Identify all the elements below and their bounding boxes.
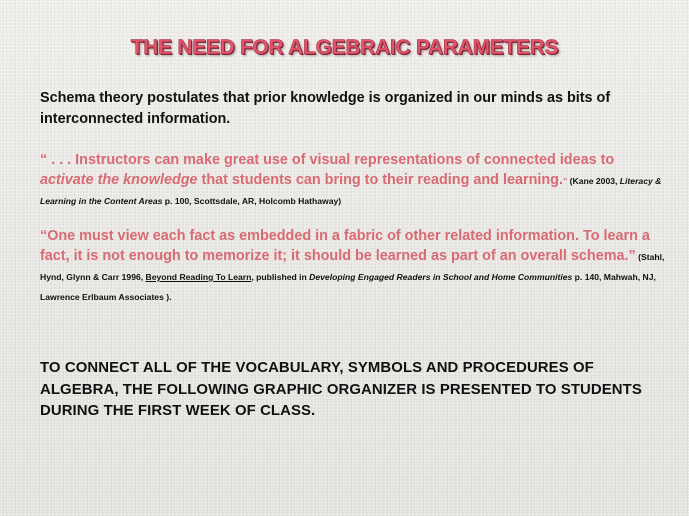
conclusion-paragraph: TO CONNECT ALL OF THE VOCABULARY, SYMBOLS AND PROCEDURES OF ALGEBRA, THE FOLLOWING GRAPHIC ORGANIZER IS PRESENTED TO STUDENTS DURING THE FIRST WEEK OF CLASS. bbox=[40, 360, 642, 419]
slide-title: THE NEED FOR ALGEBRAIC PARAMETERS bbox=[130, 36, 559, 59]
citation-kane-after: p. 100, Scottsdale, AR, Holcomb Hathaway) bbox=[162, 196, 342, 206]
quote-stahl-text: “One must view each fact as embedded in a fabric of other related information. To learn a fact, it is not enough to memorize it; it should be learned as part of an overall schema.” bbox=[40, 228, 650, 264]
citation-stahl-after: p. 140, Mahwah, NJ, Lawrence Erlbaum Associates ). bbox=[40, 272, 656, 302]
intro-paragraph: Schema theory postulates that prior knowledge is organized in our minds as bits of interconnected information. bbox=[40, 90, 611, 127]
quote-kane-close-mark: ” bbox=[562, 176, 568, 186]
quote-kane-text-after: that students can bring to their reading and learning. bbox=[197, 172, 563, 188]
citation-kane-title: Literacy & Learning in the Content Areas bbox=[40, 176, 662, 206]
citation-stahl-book: Developing Engaged Readers in School and Home Communities bbox=[309, 272, 573, 282]
citation-stahl-middle: , published in bbox=[251, 272, 310, 282]
quote-stahl bbox=[40, 226, 665, 306]
quote-kane bbox=[40, 150, 665, 210]
citation-kane-before: (Kane 2003, bbox=[567, 176, 620, 186]
quote-kane-text-before: “ . . . Instructors can make great use of visual representations of connected ideas to bbox=[40, 152, 615, 168]
citation-stahl-before: (Stahl, Hynd, Glynn & Carr 1996, bbox=[40, 252, 665, 282]
quote-kane-emphasis: activate the knowledge bbox=[40, 172, 198, 188]
citation-stahl-title: Beyond Reading To Learn bbox=[145, 272, 252, 282]
